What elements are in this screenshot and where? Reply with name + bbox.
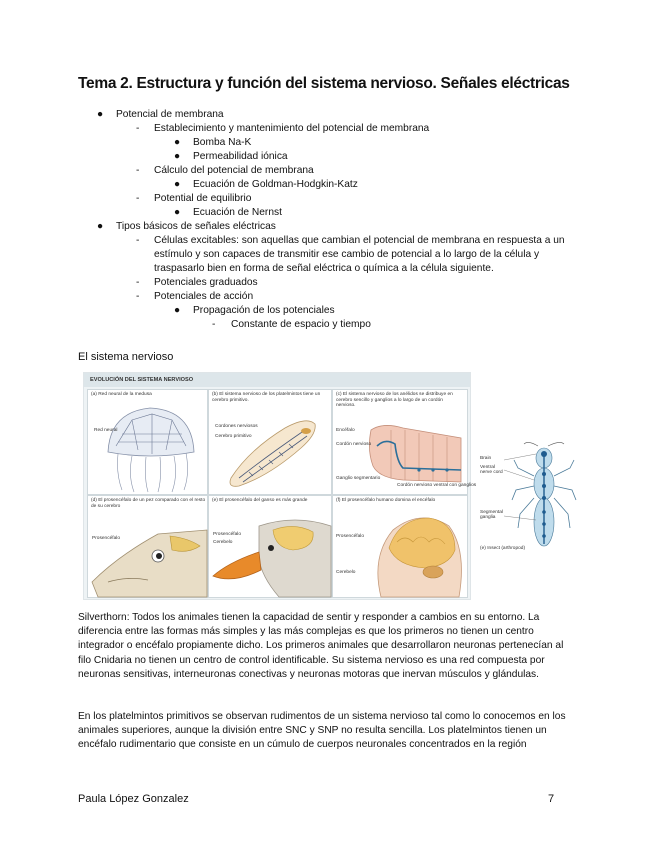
dash-marker: -	[136, 291, 140, 302]
outline-item: - Potenciales graduados	[136, 277, 258, 288]
paragraph-platelmintos: En los platelmintos primitivos se observan rudimentos de un sistema nervioso tal como lo conocemos en los animales superiores, aunque la división entre SNC y SNP no resulta sencilla. Los platelmintos tienen un encéfalo rudimentario que consiste en un cúmulo de cuerpos neuronales concentrados en la región	[78, 711, 566, 751]
bullet-icon: ●	[97, 109, 104, 120]
outline-item: - Cálculo del potencial de membrana	[136, 165, 314, 176]
label-ventral-cord: Ventral nerve cord	[480, 465, 503, 475]
jellyfish-illustration	[88, 390, 207, 494]
page-number: 7	[548, 793, 555, 805]
label-brain: Brain	[480, 456, 492, 461]
outline-item: - Células excitables: son aquellas que cambian el potencial de membrana en respuesta a un estímulo y son capaces de transmitir ese cambio de potencial a lo largo de la célula y traspasarlo bien en forma de señal eléctrica o química a la célula siguiente.	[136, 235, 565, 275]
dash-marker: -	[136, 123, 140, 134]
dash-marker: -	[136, 193, 140, 204]
bullet-icon: ●	[174, 305, 181, 316]
outline-item: ● Permeabilidad iónica	[174, 151, 288, 162]
outline-item: - Potenciales de acción	[136, 291, 254, 302]
insect-caption: (e) Insect (arthropod)	[480, 546, 526, 551]
outline-item: - Potential de equilibrio	[136, 193, 252, 204]
bullet-icon: ●	[174, 207, 181, 218]
dash-marker: -	[136, 165, 140, 176]
panel-label: (c) El sistema nervioso de los anélidos se distribuye en cerebro sencillo y ganglios a lo largo de un cordón nervioso.	[336, 392, 453, 408]
panel-label: (e) El prosencéfalo del ganso es más grande	[212, 498, 308, 503]
section-heading: El sistema nervioso	[78, 351, 174, 363]
fish-illustration	[88, 496, 207, 597]
outline-item: ● Ecuación de Nernst	[174, 207, 282, 218]
footer-author: Paula López Gonzalez	[78, 793, 189, 805]
outline-item: ● Potencial de membrana	[97, 109, 224, 120]
outline-item: ● Propagación de los potenciales	[174, 305, 335, 316]
label-prosencefalo: Prosencéfalo	[92, 536, 120, 541]
outline-item: - Establecimiento y mantenimiento del potencial de membrana	[136, 123, 430, 134]
bullet-icon: ●	[174, 137, 181, 148]
outline-item: - Constante de espacio y tiempo	[212, 319, 371, 330]
insect-illustration	[478, 440, 588, 560]
human-brain-illustration	[333, 496, 467, 597]
nervous-system-evolution-figure	[83, 372, 477, 600]
panel-fish	[87, 495, 208, 598]
label-ganglio: Ganglio segmentario	[336, 476, 381, 481]
label-red-neural: Red neural	[94, 428, 118, 433]
panel-label: (b) El sistema nervioso de los platelmintos tiene un cerebro primitivo.	[212, 392, 321, 403]
bullet-icon: ●	[174, 179, 181, 190]
flatworm-illustration	[209, 390, 331, 494]
label-cordon-ventral: Cordón nervioso ventral con ganglios	[397, 483, 477, 488]
dash-marker: -	[136, 277, 140, 288]
outline-item: ● Ecuación de Goldman-Hodgkin-Katz	[174, 179, 358, 190]
label-cerebro-primitivo: Cerebro primitivo	[215, 434, 252, 439]
label-cordones: Cordones nerviosos	[215, 424, 258, 429]
label-prosencefalo: Prosencéfalo	[336, 534, 364, 539]
label-cerebelo: Cerebelo	[336, 570, 356, 575]
label-encefalo: Encéfalo	[336, 428, 355, 433]
outline-item: ● Tipos básicos de señales eléctricas	[97, 221, 276, 232]
panel-jellyfish	[87, 389, 208, 495]
panel-flatworm	[208, 389, 332, 495]
panel-annelid	[332, 389, 477, 495]
label-segmental-ganglia: Segmental ganglia	[480, 510, 503, 520]
dash-marker: -	[136, 235, 140, 246]
panel-human	[332, 495, 468, 598]
paragraph-silverthorn: Silverthorn: Todos los animales tienen la capacidad de sentir y responder a cambios en su entorno. La diferencia entre las formas más simples y las más complejas es que los primeros no tienen un centro integrador o encéfalo propiamente dicho. Los primeros animales que desarrollaron neuronas pertenecían al filo Cnidaria no tienen un centro de control identificable. Su sistema nervioso es una red compuesta por neuronas sensitivas, interneuronas conectivas y neuronas motoras que inervan músculos y glándulas.	[78, 612, 564, 680]
panel-label: (d) El prosencéfalo de un pez comparado con el resto de su cerebro	[91, 498, 206, 509]
panel-goose	[208, 495, 332, 598]
topic-outline	[0, 108, 655, 332]
label-cerebelo: Cerebelo	[213, 540, 233, 545]
goose-illustration	[209, 496, 331, 597]
page-title: Tema 2. Estructura y función del sistema nervioso. Señales eléctricas	[78, 75, 570, 92]
dash-marker: -	[212, 319, 216, 330]
outline-item: ● Bomba Na-K	[174, 137, 252, 148]
label-cordon: Cordón nervioso	[336, 442, 372, 447]
label-prosencefalo: Prosencéfalo	[213, 532, 241, 537]
figure-header: EVOLUCIÓN DEL SISTEMA NERVIOSO	[84, 373, 470, 387]
bullet-icon: ●	[97, 221, 104, 232]
insect-figure	[478, 440, 588, 560]
panel-label: (f) El prosencéfalo humano domina el encéfalo	[336, 498, 436, 503]
bullet-icon: ●	[174, 151, 181, 162]
panel-label: (a) Red neural de la medusa	[91, 392, 152, 397]
